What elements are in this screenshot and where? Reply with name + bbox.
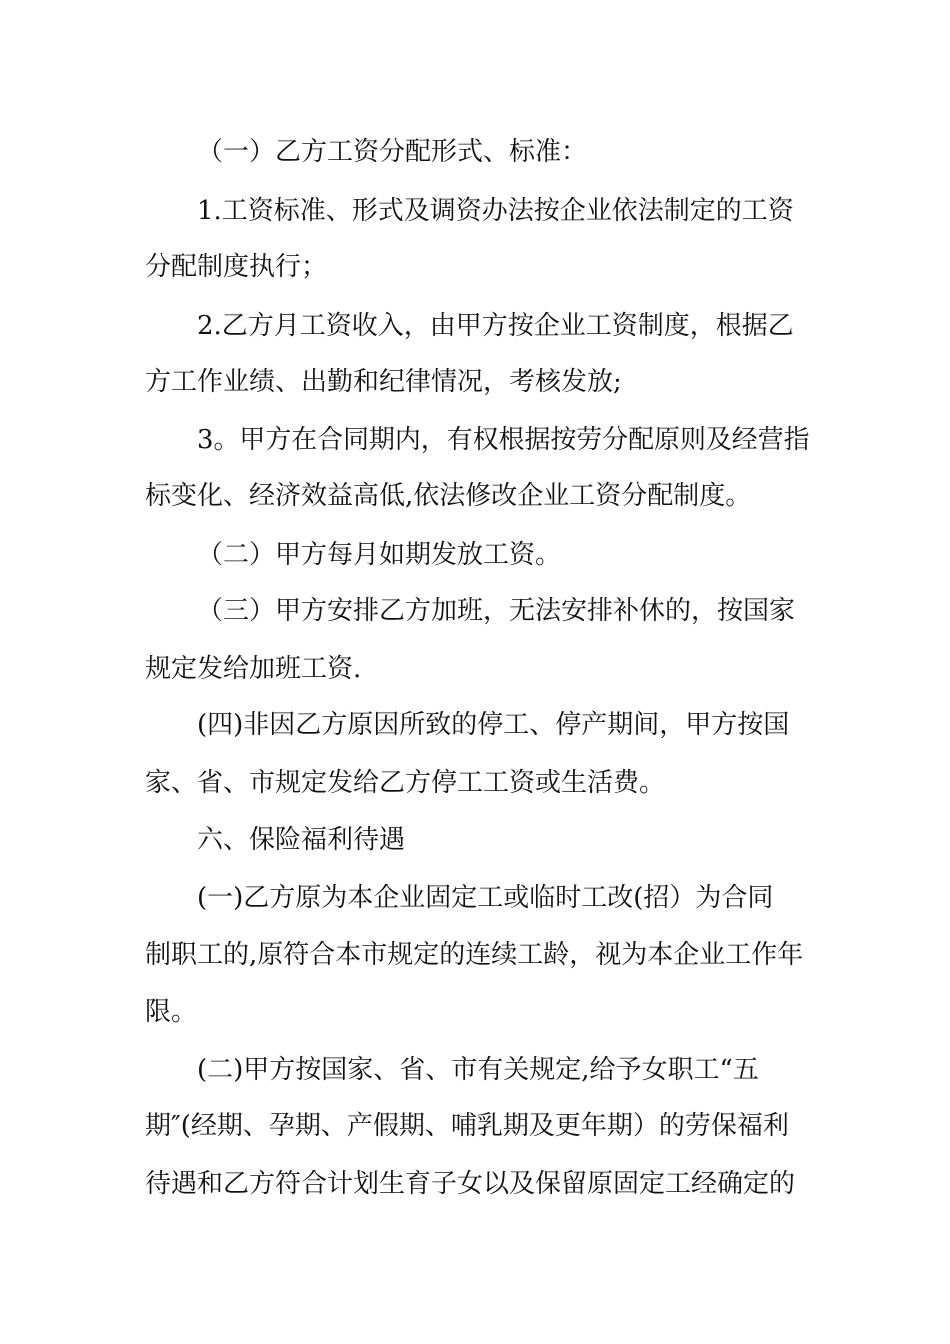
paragraph-line-10: 规定发给加班工资. [145,654,362,684]
paragraph-line-12: 家、省、市规定发给乙方停工工资或生活费。 [145,768,666,798]
section-heading: 六、保险福利待遇 [197,825,406,855]
paragraph-line-4: 2.乙方月工资收入，由甲方按企业工资制度，根据乙 [197,311,794,341]
paragraph-line-8: （二）甲方每月如期发放工资。 [197,540,562,570]
paragraph-line-1: （一）乙方工资分配形式、标准： [197,137,588,167]
paragraph-line-15: 制职工的,原符合本市规定的连续工龄，视为本企业工作年 [145,940,804,970]
paragraph-line-16: 限。 [145,997,198,1027]
paragraph-line-19: 待遇和乙方符合计划生育子女以及保留原固定工经确定的 [145,1169,796,1199]
paragraph-line-7: 标变化、经济效益高低,依法修改企业工资分配制度。 [145,481,752,511]
paragraph-line-5: 方工作业绩、出勤和纪律情况，考核发放; [145,367,622,397]
paragraph-line-11: (四)非因乙方原因所致的停工、停产期间，甲方按国 [197,710,790,740]
paragraph-line-2: 1.工资标准、形式及调资办法按企业依法制定的工资 [197,196,794,226]
paragraph-line-18: 期″(经期、孕期、产假期、哺乳期及更年期）的劳保福利 [145,1111,789,1141]
paragraph-line-6: 3。甲方在合同期内，有权根据按劳分配原则及经营指 [197,425,810,455]
paragraph-line-3: 分配制度执行； [145,252,328,282]
paragraph-line-9: （三）甲方安排乙方加班，无法安排补休的，按国家 [197,596,796,626]
paragraph-line-14: (一)乙方原为本企业固定工或临时工改(招）为合同 [197,883,774,913]
paragraph-line-17: (二)甲方按国家、省、市有关规定,给予女职工“五 [197,1055,759,1085]
